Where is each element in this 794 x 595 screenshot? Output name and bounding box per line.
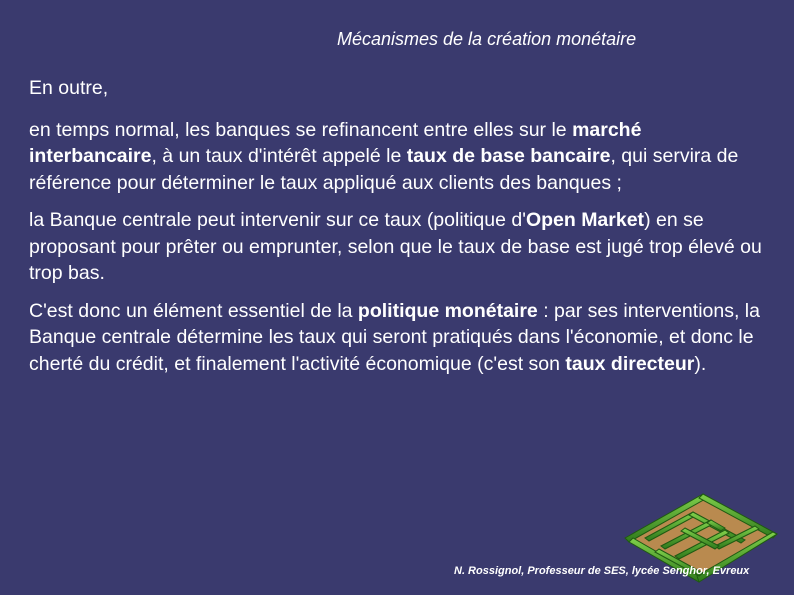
footer-credit: N. Rossignol, Professeur de SES, lycée Senghor, Evreux (454, 565, 750, 577)
term-interbank-market: marché interbancaire (29, 118, 642, 167)
paragraph-central-bank (29, 207, 769, 287)
paragraph-interbank (29, 117, 769, 197)
term-monetary-policy: politique monétaire (357, 299, 538, 322)
term-key-rate: taux directeur (565, 352, 695, 375)
text-span: , à un taux d'intérêt appelé le (151, 145, 407, 167)
text-span: en temps normal, les banques se refinancent entre elles sur le (29, 118, 573, 141)
paragraph-monetary-policy (29, 298, 769, 378)
text-span: la Banque centrale peut intervenir sur ce taux (politique d' (29, 209, 526, 231)
intro-text: En outre, (29, 77, 109, 99)
term-base-rate: taux de base bancaire (406, 145, 611, 167)
text-span: ) en se proposant pour prêter ou emprunter, selon que le taux de base est jugé trop élevé ou trop bas. (29, 209, 762, 284)
text-span: C'est donc un élément essentiel de la (29, 299, 358, 322)
text-span: , qui servira de référence pour déterminer le taux appliqué aux clients des banques ; (29, 145, 739, 194)
slide-title: Mécanismes de la création monétaire (337, 29, 637, 49)
text-span: ). (694, 352, 707, 375)
slide-body (29, 75, 769, 388)
text-span: : par ses interventions, la Banque centrale détermine les taux qui seront pratiqués dans l'économie, et donc le cherté du crédit, et finalement l'activité économique (c'est son (29, 299, 760, 375)
term-open-market: Open Market (525, 209, 645, 231)
